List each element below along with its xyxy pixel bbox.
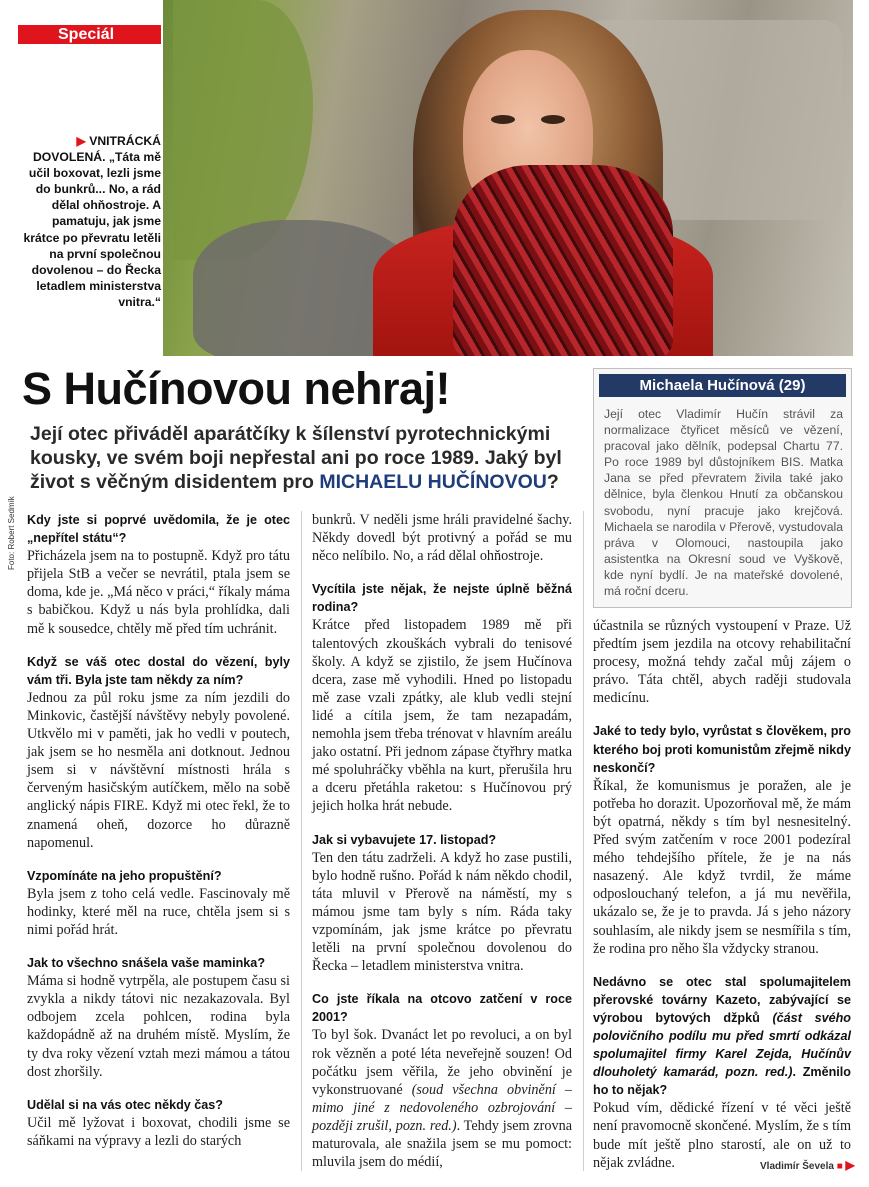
photo-credit: Foto: Robert Sedmík xyxy=(7,496,16,570)
headline: S Hučínovou nehraj! xyxy=(22,363,451,414)
answer-text: To byl šok. Dvanáct let po revoluci, a on byl rok vězněn a poté léta neveřejně souzen! Od počátku jsem věřila, že jeho obvinění je vykonstruované xyxy=(312,1027,572,1098)
standfirst xyxy=(30,422,580,494)
question xyxy=(593,973,851,1100)
editor-note: (část svého polovičního podílu mu před smrtí odkázal spolumajitel firmy Karel Zejda, Hučínův dlouholetý kamarád, pozn. red.) xyxy=(593,1010,851,1080)
end-square-icon: ■ xyxy=(836,1161,843,1172)
infobox-text: Její otec Vladimír Hučín strávil za normalizace čtyřicet měsíců ve vězení, pracoval jako dělník, podepsal Chartu 77. Po roce 1989 byl důstojníkem BIS. Matka Jana se před převratem živila také jako dělnice, byla členkou Hnutí za občanskou svobodu, nyní pracuje jako krejčová. Michaela se narodila v Přerově, vystudovala práva v Olomouci, nastoupila jako asistentka na Okresní soud ve Vyškově, kde nyní bydlí. Je na mateřské dovolené, má roční dceru. xyxy=(604,407,843,599)
question: Jak to všechno snášela vaše maminka? xyxy=(27,956,266,971)
question-text: Nedávno se otec stal spolumajitelem přerovské továrny Kazeto, zabývající se výrobou bytových džpků xyxy=(593,974,851,1025)
answer: Krátce před listopadem 1989 mě při talentových zkouškách vybrali do tenisové školy. A když se zjistilo, že jsem Hučínova dcera, zase mě vyhodili. Hned po listopadu mě zase vzali zpátky, ale klub vedli stejní lidé a cítila jsem, že tam nezapadám, nemohla jsem třeba trénovat v hlavním areálu jako ostatní. Při jednom zápase čtyřhry matka mé spoluhráčky vběhla na kurt, přerušila hru a dceru přetáhla raketou: s Hučínovou prý jejich holka hrát nebude. xyxy=(312,617,573,815)
triangle-marker-icon: ▶ xyxy=(76,134,86,148)
answer: Jednou za půl roku jsme za ním jezdili do Minkovic, častější návštěvy nebyly povolené. Utkvělo mi v paměti, jak ho vedli v poutech, jak jsem se ho nesměla ani dotknout. Jednou jsem si v návštěvní místnosti hrála s červeným hasičským autíčkem, mělo na sobě anglický nápis FIRE. Když mi otec řekl, že to znamená oheň, dozorce ho důrazně napomenul. xyxy=(27,689,290,851)
standfirst-end: ? xyxy=(546,471,559,493)
answer: Přicházela jsem na to postupně. Když pro tátu přijela StB a večer se nevrátil, ptala jsem se doma, kde je. „Má něco v práci,“ říkaly máma s babičkou. Když u nás byla prohlídka, dali mě k sousedce, chtěly mě před tím uchránit. xyxy=(27,548,290,637)
caption-lead: VNITRÁCKÁ DOVOLENÁ. xyxy=(33,134,161,165)
answer: Ten den tátu zadrželi. A když ho zase pustili, bylo hodně rušno. Pořád k nám někdo chodil, táta mluvil v Přerově na náměstí, my s mámou jsme tam byly s ním. Ráda taky vzpomínám, jak jsme krátce po převratu letěli na první společnou dovolenou do Řecka – letadlem ministerstva vnitra. xyxy=(312,849,572,975)
question-text: . Změnilo ho to nějak? xyxy=(593,1065,851,1098)
question: Co jste říkala na otcovo zatčení v roce 2001? xyxy=(312,992,572,1025)
question: Když se váš otec dostal do vězení, byly vám tři. Byla jste tam někdy za ním? xyxy=(27,654,290,687)
answer-text: . Tehdy jsem zrovna maturovala, ale snažila jsem se mu pomoct: mluvila jsem do médií, xyxy=(312,1117,572,1171)
editor-note: (soud všechna obvinění – mimo jiné z nedovoleného ozbrojování – později zrušil, pozn. red.) xyxy=(312,1081,572,1134)
question: Udělal si na vás otec někdy čas? xyxy=(27,1097,223,1112)
answer: Byla jsem z toho celá vedle. Fascinovaly mě hodinky, které měl na ruce, chtěla jsem si s nimi pořád hrát. xyxy=(27,885,290,938)
article-column-2 xyxy=(312,511,572,1186)
byline xyxy=(760,1158,855,1172)
section-tag: Speciál xyxy=(18,25,161,44)
column-divider xyxy=(583,511,584,1171)
answer: Říkal, že komunismus je poražen, ale je potřeba ho dorazit. Upozorňoval mě, že mám být opatrná, někdy s tím byl nesnesitelný. Před svým zatčením v roce 2001 podezíral mého tehdejšího přítele, že je na nás nasazený. Ale když tvrdil, že máme odposlouchaný telefon, a já mu nevěřila, ukázalo se, že je to pravda. Já s jeho názory souhlasím, ale nikdy jsem se nesmířila s tím, že rodina pro něho šla vždycky stranou. xyxy=(593,777,851,957)
question: Vzpomínáte na jeho propuštění? xyxy=(27,868,222,883)
photo-caption xyxy=(18,133,161,310)
article-column-3 xyxy=(593,617,851,1187)
article-column-1 xyxy=(27,511,290,1165)
question: Kdy jste si poprvé uvědomila, že je otec „nepřítel státu“? xyxy=(27,513,290,546)
answer: Učil mě lyžovat i boxovat, chodili jsme se sáňkami na výpravy a lezli do starých xyxy=(27,1114,290,1149)
question: Vycítila jste nějak, že nejste úplně běžná rodina? xyxy=(312,582,572,615)
standfirst-name: MICHAELU HUČÍNOVOU xyxy=(319,471,547,493)
question: Jaké to tedy bylo, vyrůstat s člověkem, pro kterého boj proti komunistům zřejmě nikdy neskončí? xyxy=(593,724,851,775)
answer xyxy=(312,1026,572,1171)
column-divider xyxy=(301,511,302,1171)
portrait-photo xyxy=(163,0,853,356)
profile-infobox xyxy=(593,368,852,608)
answer: Máma si hodně vytrpěla, ale postupem času si zvykla a nikdy tátovi nic nezakazovala. Byl odbojem zcela pohlcen, rodina byla každopádně až na druhém místě. Myslím, že ty dva roky vězení vztah mezi mámou a tátou dost zhoršily. xyxy=(27,973,290,1080)
triangle-marker-icon: ▶ xyxy=(845,1158,855,1172)
caption-text: „Táta mě učil boxovat, lezli jsme do bunkrů... No, a rád dělal ohňostroje. A pamatuju, jak jsme krátce po převratu letěli na první společnou dovolenou – do Řecka letadlem ministerstva vnitra.“ xyxy=(23,150,161,309)
answer: bunkrů. V neděli jsme hráli pravidelné šachy. Někdy dovedl být protivný a pořád se mu něco nelíbilo. No, a rád dělal ohňostroje. xyxy=(312,512,572,565)
answer: Pokud vím, dědické řízení v té věci ještě není pravomocně skončené. Myslím, že s tím bude mít ještě plno starostí, ale on už to nějak zvládne. xyxy=(593,1100,851,1171)
infobox-title: Michaela Hučínová (29) xyxy=(599,374,846,397)
author-name: Vladimír Ševela xyxy=(760,1161,834,1172)
question: Jak si vybavujete 17. listopad? xyxy=(312,832,497,847)
answer: účastnila se různých vystoupení v Praze. Už předtím jsem jezdila na otcovy rehabilitační procesy, možná tehdy začal můj zájem o právo. Táta chtěl, abych raději studovala medicínu. xyxy=(593,618,851,707)
standfirst-text: Její otec přiváděl aparátčíky k šílenství pyrotechnickými kousky, ve svém boji nepřestal ani po roce 1989. Jaký byl život s věčným disidentem pro xyxy=(30,423,562,493)
